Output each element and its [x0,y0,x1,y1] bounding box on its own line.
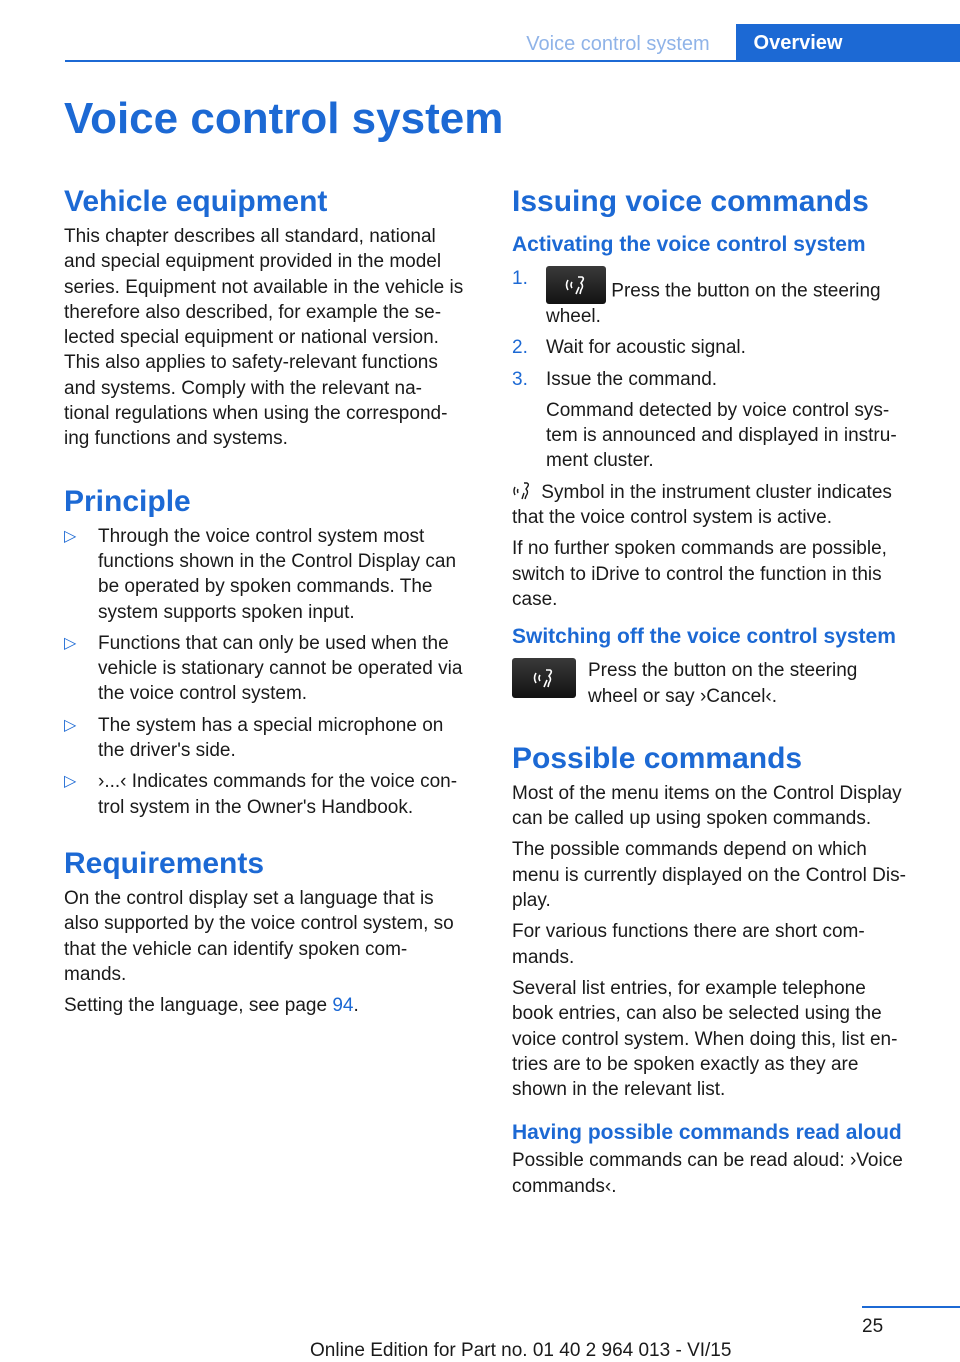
left-column [64,180,482,1018]
text-line: Press the button on the steering [611,280,881,302]
text-line: On the control display set a language that is [64,887,434,909]
vehicle-equipment-text [64,224,482,452]
text-line: Possible commands can be read aloud: ›Voice [512,1150,903,1172]
text-line: mands. [64,963,127,985]
list-item [512,335,932,360]
heading-switching-off: Switching off the voice control system [512,625,896,649]
voice-symbol-icon [512,481,536,501]
page-link-94[interactable]: 94 [332,995,354,1017]
text-line: commands‹. [512,1175,617,1197]
text-line: tries are to be spoken exactly as they are [512,1053,859,1075]
footer-rule [862,1306,960,1308]
text-line: Functions that can only be used when the [98,632,449,654]
switch-off-row [512,658,932,709]
text-line: Setting the language, see page [64,995,333,1017]
triangle-bullet-icon: ▷ [64,773,77,791]
text-line: menu is currently displayed on the Control Dis‐ [512,864,906,886]
footer-edition: Online Edition for Part no. 01 40 2 964 013 - VI/15 [310,1340,732,1361]
step-number: 2. [512,337,528,359]
heading-vehicle-equipment: Vehicle equipment [64,185,328,218]
text-line: tem is announced and displayed in instru‐ [546,425,897,447]
page-reference [64,993,482,1018]
header-tab-overview[interactable]: Overview [736,24,860,62]
triangle-bullet-icon: ▷ [64,527,77,545]
header-tab-bar [860,24,960,62]
text-line: ›...‹ Indicates commands for the voice con‐ [98,771,458,793]
list-item [64,713,482,764]
page-number: 25 [862,1316,884,1337]
text-line: Symbol in the instrument cluster indicates [541,481,892,503]
text-line: Most of the menu items on the Control Display [512,782,902,804]
principle-list [64,524,482,820]
triangle-bullet-icon: ▷ [64,634,77,652]
text-line: system supports spoken input. [98,601,355,623]
triangle-bullet-icon: ▷ [64,716,77,734]
text-line: that the vehicle can identify spoken com‐ [64,938,408,960]
text-line: ment cluster. [546,450,654,472]
text-line: For various functions there are short com‐ [512,921,865,943]
text-line: This chapter describes all standard, national [64,226,436,247]
text-line: vehicle is stationary cannot be operated via [98,658,463,680]
text-line: The system has a special microphone on [98,714,444,736]
right-column [512,180,932,1199]
heading-read-aloud: Having possible commands read aloud [512,1121,902,1145]
text-line: functions shown in the Control Display can [98,550,457,572]
voice-control-button-icon [512,658,576,698]
text-line: wheel. [546,306,601,327]
text-line: series. Equipment not available in the vehicle is [64,276,464,298]
text-line: book entries, can also be selected using the [512,1003,882,1025]
text-line: . [353,995,359,1017]
heading-requirements: Requirements [64,846,265,880]
text-line: switch to iDrive to control the function in this [512,563,882,585]
text-line: Wait for acoustic signal. [546,337,746,359]
text-line: mands. [512,946,575,968]
step-number: 3. [512,368,528,390]
list-item [512,367,932,474]
heading-possible-commands: Possible commands [512,741,803,775]
text-line: play. [512,890,551,912]
text-line: case. [512,588,558,610]
text-line: and special equipment provided in the model [64,251,442,273]
page-title: Voice control system [64,94,504,143]
text-line: trol system in the Owner's Handbook. [98,796,414,818]
text-line: shown in the relevant list. [512,1079,726,1101]
text-line: the voice control system. [98,683,308,705]
text-line: can be called up using spoken commands. [512,808,872,830]
header-section-title: Voice control system [526,33,710,55]
heading-activating: Activating the voice control system [512,233,866,256]
list-item [64,769,482,820]
heading-issuing-voice-commands: Issuing voice commands [512,185,869,218]
text-line: voice control system. When doing this, list en‐ [512,1028,898,1050]
text-line: Issue the command. [546,368,718,390]
text-line: The possible commands depend on which [512,839,867,861]
steps-list [512,266,932,474]
text-line: This also applies to safety-relevant functions [64,352,438,374]
text-line: ing functions and systems. [64,428,288,450]
list-item [512,266,932,329]
voice-control-button-icon [546,266,606,304]
list-item [64,524,482,625]
text-line: be operated by spoken commands. The [98,576,433,598]
text-line: wheel or say ›Cancel‹. [588,685,778,707]
text-line: also supported by the voice control system, so [64,913,454,935]
text-line: and systems. Comply with the relevant na‐ [64,377,422,399]
text-line: Command detected by voice control sys‐ [546,399,890,421]
text-line: If no further spoken commands are possible, [512,538,887,560]
symbol-description [512,480,932,505]
text-line: Through the voice control system most [98,525,425,547]
list-item [64,631,482,707]
text-line: lected special equipment or national version. [64,327,439,349]
step-number: 1. [512,268,528,289]
header-rule [65,60,960,62]
text-line: the driver's side. [98,740,236,762]
text-line: tional regulations when using the correspond‐ [64,403,448,425]
heading-principle: Principle [64,484,191,518]
text-line: that the voice control system is active. [512,507,832,529]
text-line: Press the button on the steering [588,660,858,682]
text-line: Several list entries, for example telephone [512,977,866,999]
requirements-text [64,886,482,1018]
text-line: therefore also described, for example the se‐ [64,301,442,323]
